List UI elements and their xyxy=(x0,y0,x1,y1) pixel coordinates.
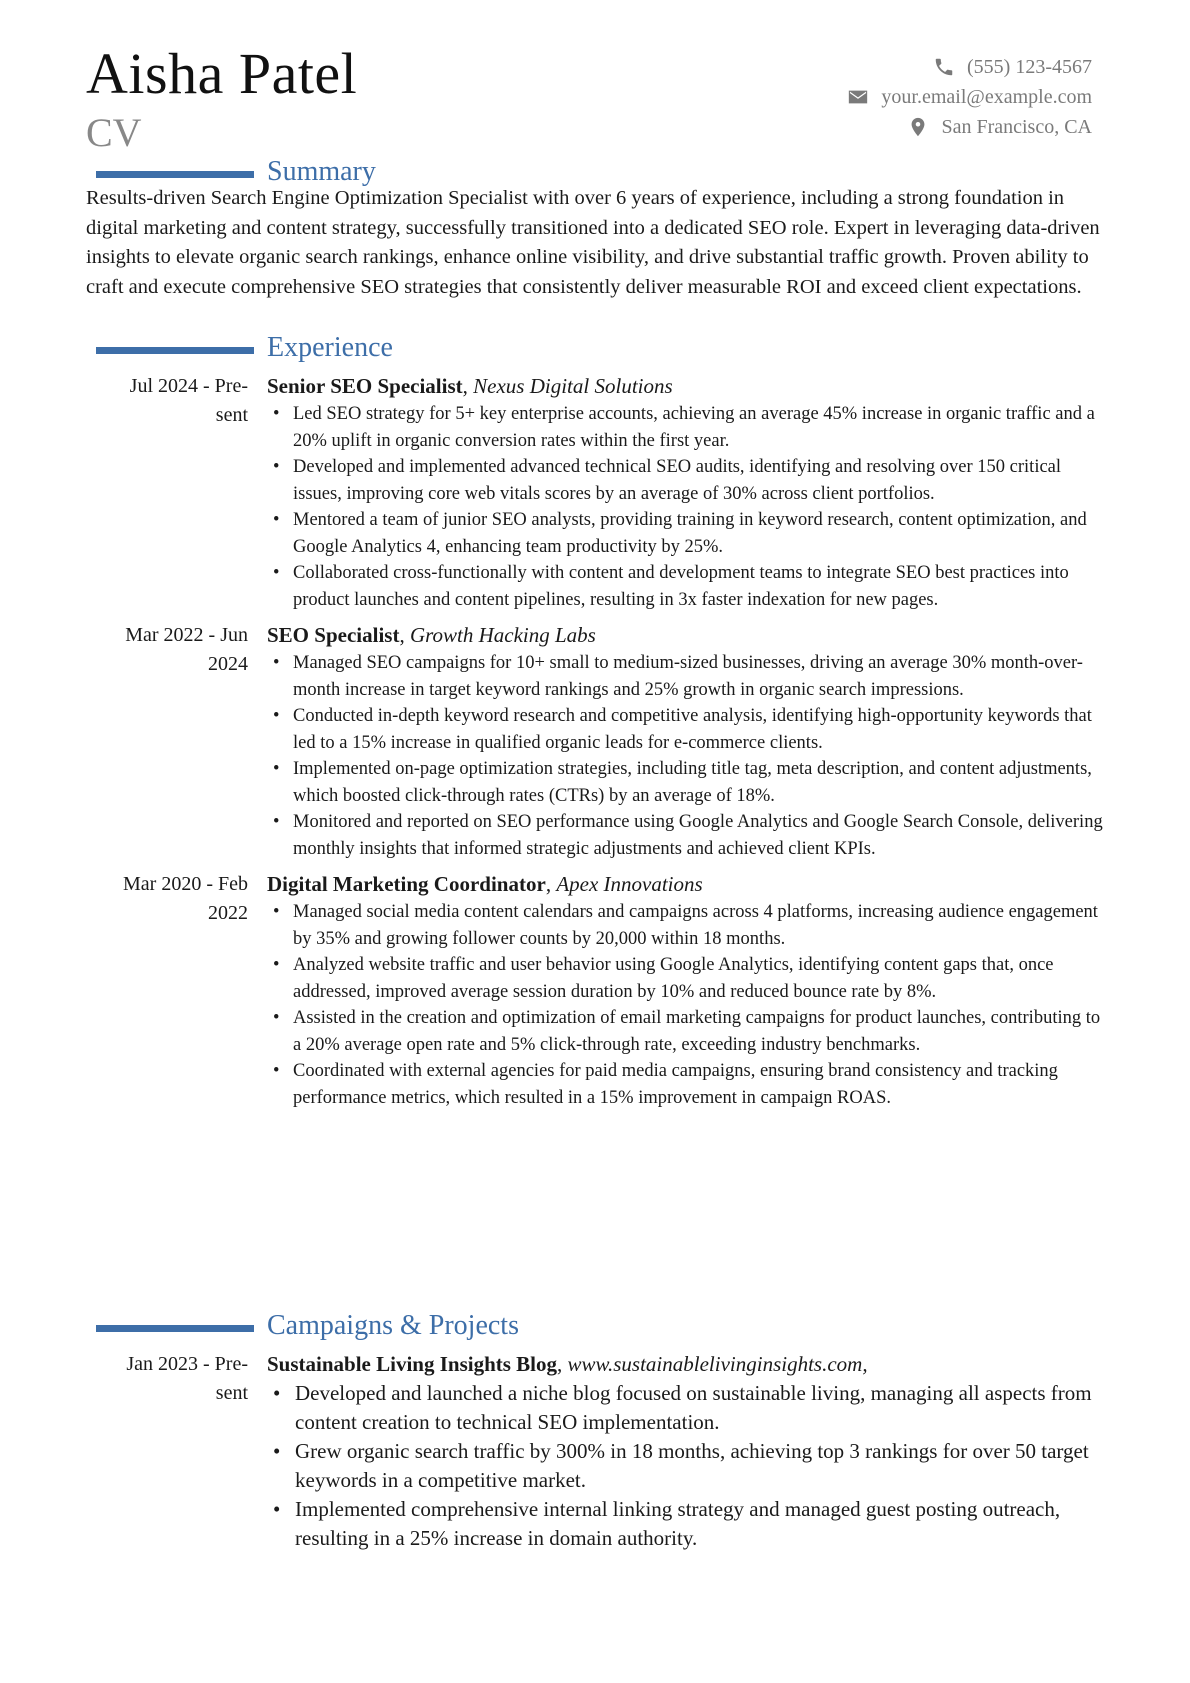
bullet-list xyxy=(267,1379,1106,1553)
entry-body xyxy=(267,870,1106,1111)
experience-heading xyxy=(86,330,1106,366)
list-item: • Implemented comprehensive internal linking strategy and managed guest posting outreach, resulting in a 25% increase in domain authority. xyxy=(267,1495,1106,1553)
projects-heading xyxy=(86,1308,1106,1344)
list-item: • Implemented on-page optimization strategies, including title tag, meta description, and content adjustments, which boosted click-through rates (CTRs) by an average of 18%. xyxy=(267,756,1106,809)
section-bar xyxy=(96,1325,254,1332)
projects-section xyxy=(86,1308,1106,1553)
project-title: Sustainable Living Insights Blog xyxy=(267,1352,558,1376)
project-entry xyxy=(86,1350,1106,1553)
list-item: • Coordinated with external agencies for paid media campaigns, ensuring brand consistency and tracking performance metrics, which resulted in a 15% improvement in campaign ROAS. xyxy=(267,1058,1106,1111)
company-name: Apex Innovations xyxy=(556,872,703,896)
entry-body xyxy=(267,1350,1106,1553)
section-bar xyxy=(96,171,254,178)
bullet-list xyxy=(267,899,1106,1111)
section-bar xyxy=(96,347,254,354)
list-item: • Mentored a team of junior SEO analysts, providing training in keyword research, content optimization, and Google Analytics 4, enhancing team productivity by 25%. xyxy=(267,507,1106,560)
experience-entry xyxy=(86,372,1106,613)
experience-section xyxy=(86,330,1106,1111)
list-item: • Managed SEO campaigns for 10+ small to medium-sized businesses, driving an average 30% month-over-month increase in target keyword rankings and 25% growth in organic search impressions. xyxy=(267,650,1106,703)
list-item: • Conducted in-depth keyword research and competitive analysis, identifying high-opportunity keywords that led to a 15% increase in qualified organic leads for e-commerce clients. xyxy=(267,703,1106,756)
list-item: • Collaborated cross-functionally with content and development teams to integrate SEO best practices into product launches and content pipelines, resulting in 3x faster indexation for new pages. xyxy=(267,560,1106,613)
entry-date: Mar 2020 - Feb 2022 xyxy=(123,873,248,924)
experience-title: Experience xyxy=(267,332,393,363)
list-item: • Analyzed website traffic and user behavior using Google Analytics, identifying content gaps that, once addressed, improved average session duration by 10% and reduced bounce rate by 8%. xyxy=(267,952,1106,1005)
contact-email xyxy=(847,82,1092,112)
entry-date: Jan 2023 - Pre- sent xyxy=(126,1353,248,1404)
company-name: Nexus Digital Solutions xyxy=(473,374,673,398)
entry-body xyxy=(267,372,1106,613)
list-item: • Managed social media content calendars and campaigns across 4 platforms, increasing audience engagement by 35% and growing follower counts by 20,000 within 18 months. xyxy=(267,899,1106,952)
candidate-name: Aisha Patel xyxy=(86,41,358,106)
entry-body xyxy=(267,621,1106,862)
envelope-icon xyxy=(847,86,869,108)
list-item: • Assisted in the creation and optimization of email marketing campaigns for product launches, contributing to a 20% average open rate and 5% click-through rate, exceeding industry benchmarks. xyxy=(267,1005,1106,1058)
list-item: • Developed and launched a niche blog focused on sustainable living, managing all aspects from content creation to technical SEO implementation. xyxy=(267,1379,1106,1437)
job-title: SEO Specialist xyxy=(267,623,400,647)
map-marker-icon xyxy=(907,116,929,138)
summary-text: Results-driven Search Engine Optimization Specialist with over 6 years of experience, including a strong foundation in digital marketing and content strategy, successfully transitioned into a dedicated SEO role. Expert in leveraging data-driven insights to elevate organic search rankings, enhance online visibility, and drive substantial traffic growth. Proven ability to craft and execute comprehensive SEO strategies that consistently deliver measurable ROI and exceed client expectations. xyxy=(86,187,1100,298)
job-title: Senior SEO Specialist xyxy=(267,374,463,398)
contact-location xyxy=(847,112,1092,142)
bullet-list xyxy=(267,401,1106,613)
experience-entry xyxy=(86,621,1106,862)
summary-heading xyxy=(86,154,1106,190)
contact-block xyxy=(847,52,1092,142)
phone-icon xyxy=(933,56,955,78)
summary-section xyxy=(86,154,1106,302)
job-title: Digital Marketing Coordinator xyxy=(267,872,546,896)
entry-date: Jul 2024 - Pre- sent xyxy=(129,375,248,426)
document-subtitle: CV xyxy=(86,110,142,155)
experience-entry xyxy=(86,870,1106,1111)
entry-heading: SEO Specialist, Growth Hacking Labs xyxy=(267,623,596,647)
entry-heading: Sustainable Living Insights Blog, www.sustainablelivinginsights.com, xyxy=(267,1352,868,1376)
projects-title: Campaigns & Projects xyxy=(267,1310,519,1341)
contact-phone xyxy=(847,52,1092,82)
email-address[interactable]: your.email@example.com xyxy=(881,85,1092,108)
list-item: • Led SEO strategy for 5+ key enterprise accounts, achieving an average 45% increase in organic traffic and a 20% uplift in organic conversion rates within the first year. xyxy=(267,401,1106,454)
bullet-list xyxy=(267,650,1106,862)
location-text: San Francisco, CA xyxy=(941,115,1092,138)
list-item: • Monitored and reported on SEO performance using Google Analytics and Google Search Console, delivering monthly insights that informed strategic adjustments and achieved client KPIs. xyxy=(267,809,1106,862)
list-item: • Grew organic search traffic by 300% in 18 months, achieving top 3 rankings for over 50 target keywords in a competitive market. xyxy=(267,1437,1106,1495)
project-url[interactable]: www.sustainablelivinginsights.com, xyxy=(567,1352,868,1376)
summary-title: Summary xyxy=(267,156,376,187)
phone-number[interactable]: (555) 123-4567 xyxy=(967,55,1092,78)
entry-heading: Digital Marketing Coordinator, Apex Innovations xyxy=(267,872,703,896)
entry-date: Mar 2022 - Jun 2024 xyxy=(125,624,248,675)
entry-heading: Senior SEO Specialist, Nexus Digital Solutions xyxy=(267,374,673,398)
list-item: • Developed and implemented advanced technical SEO audits, identifying and resolving over 150 critical issues, improving core web vitals scores by an average of 30% across client portfolios. xyxy=(267,454,1106,507)
company-name: Growth Hacking Labs xyxy=(409,623,596,647)
